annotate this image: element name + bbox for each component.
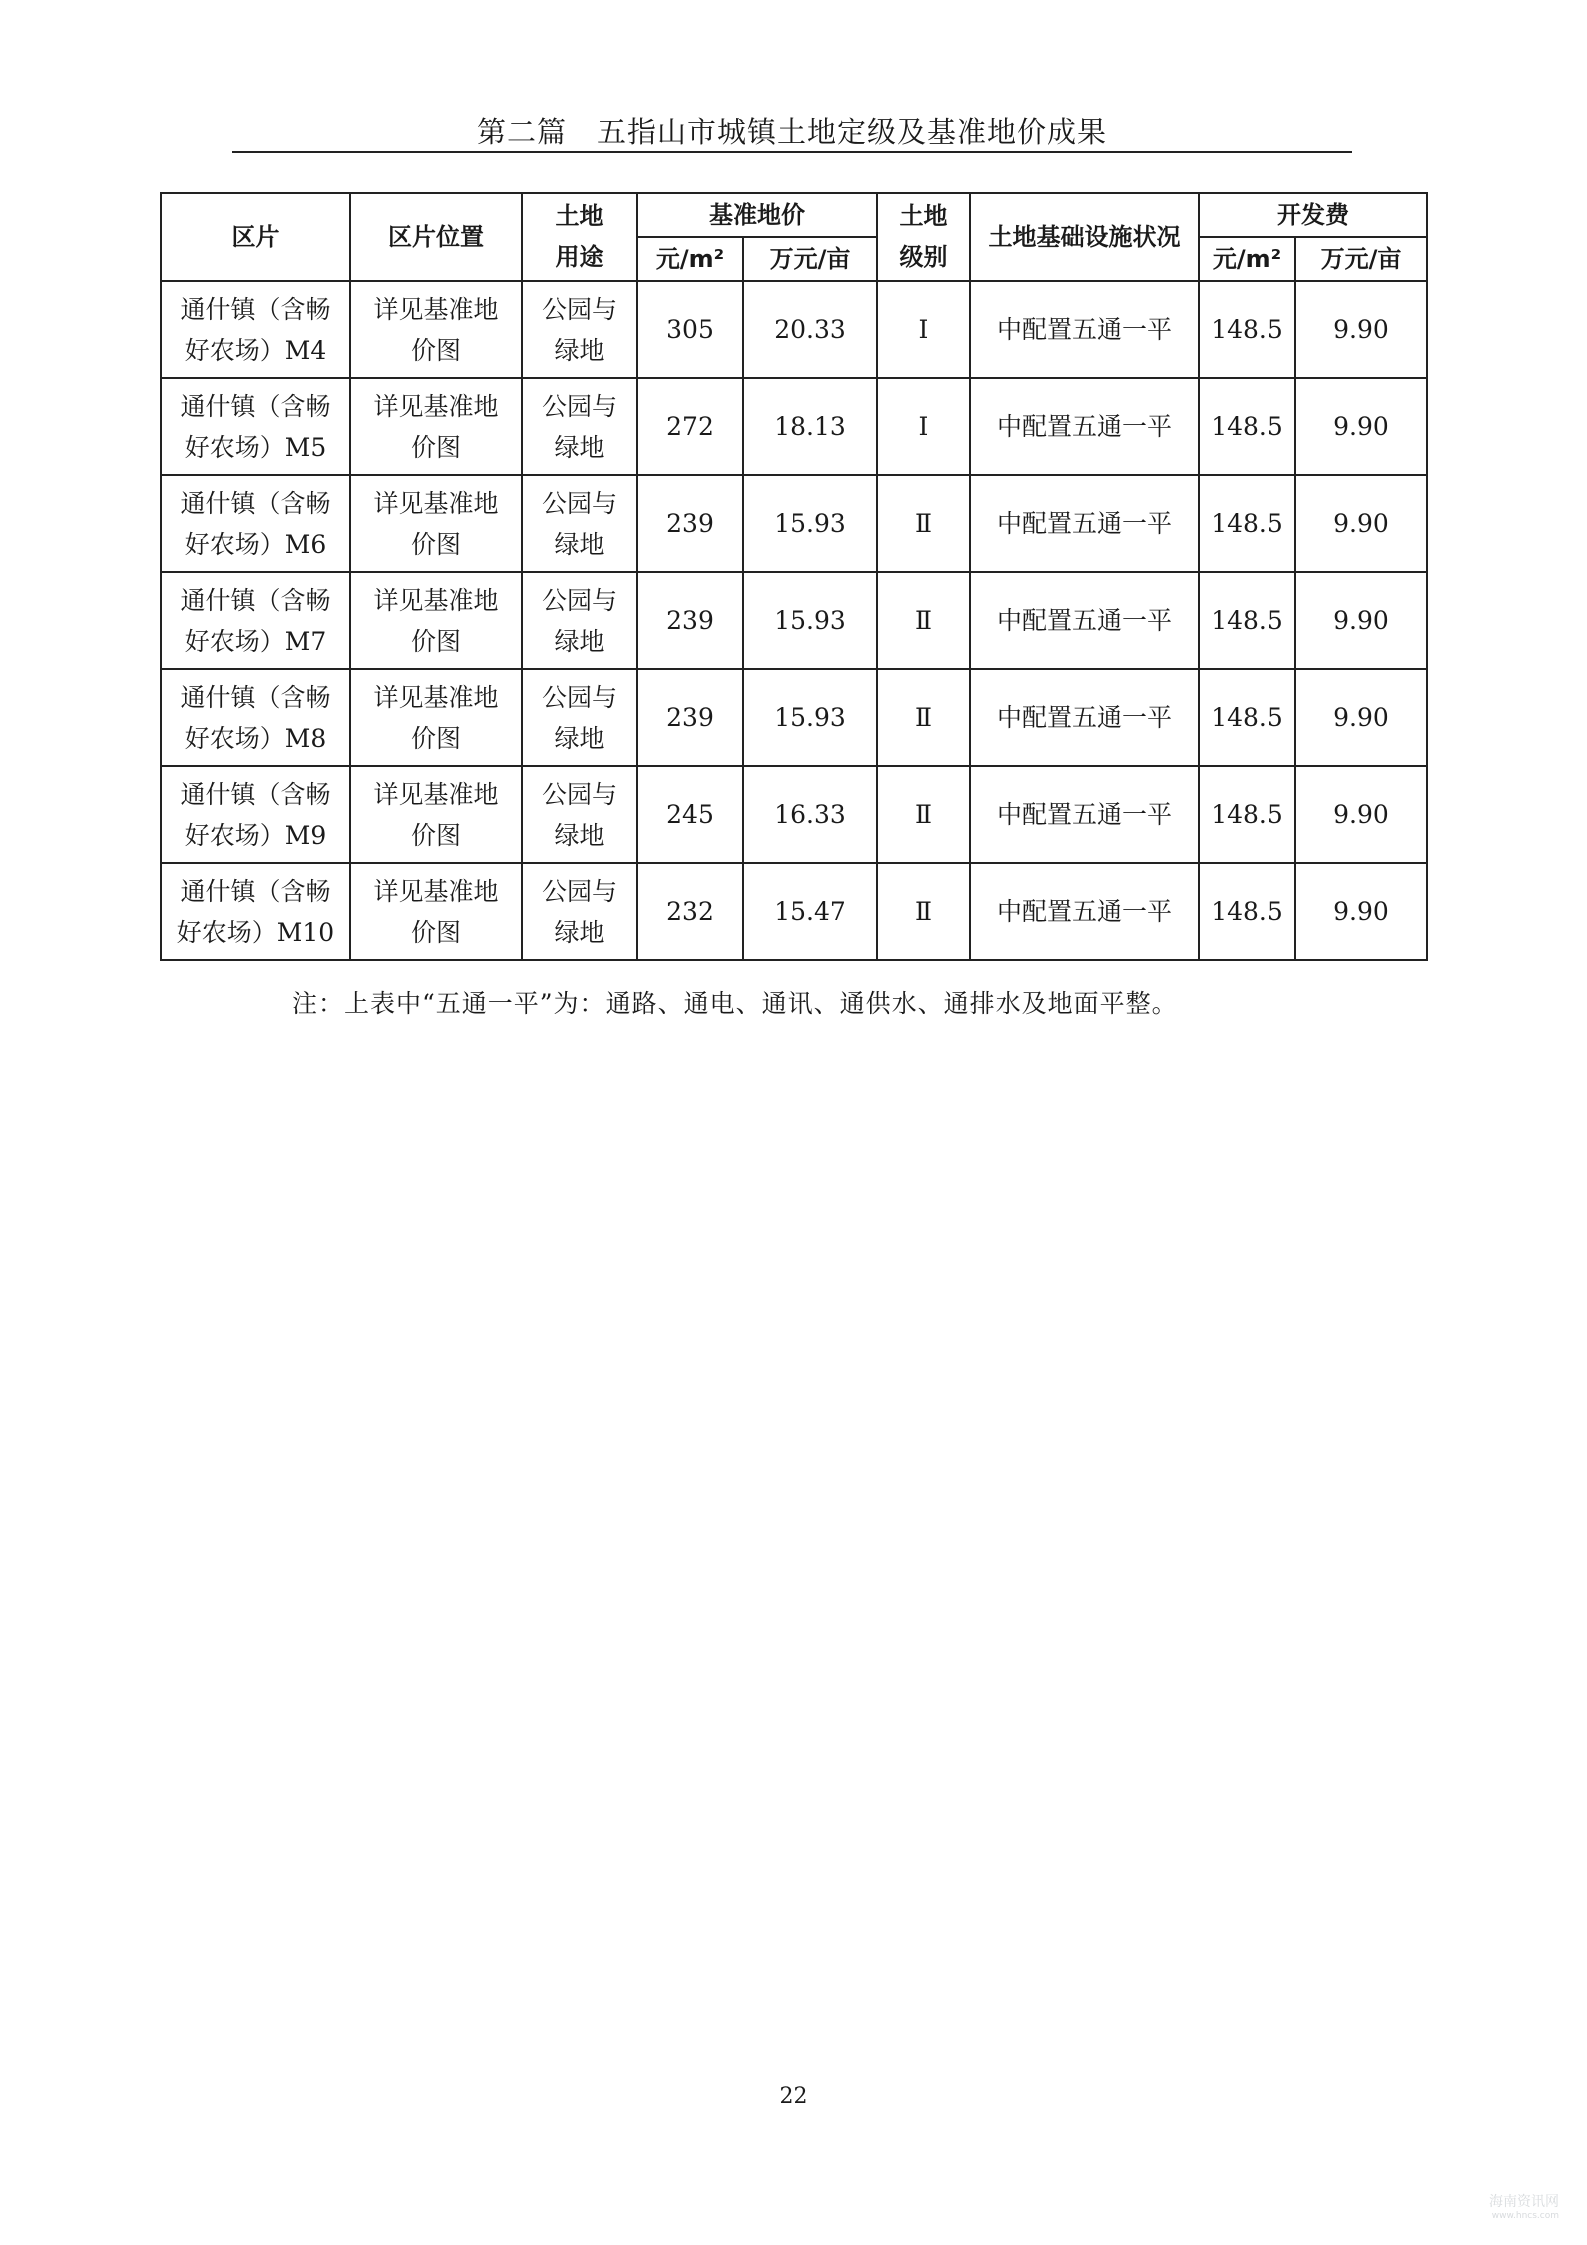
cell-district-line2: 好农场）M8	[184, 723, 327, 753]
cell-grade: Ⅱ	[877, 863, 970, 960]
cell-fee-mu: 9.90	[1295, 378, 1427, 475]
header-fee-unit-mu: 万元/亩	[1295, 237, 1427, 281]
cell-fee-mu: 9.90	[1295, 766, 1427, 863]
cell-infrastructure: 中配置五通一平	[970, 669, 1199, 766]
cell-land-use-line1: 公园与	[541, 779, 617, 809]
cell-price-mu: 15.93	[743, 475, 877, 572]
header-land-use-line2: 用途	[555, 243, 604, 271]
cell-district-line1: 通什镇（含畅	[180, 294, 331, 324]
cell-location-line1: 详见基准地	[373, 876, 499, 906]
table-row	[161, 475, 1427, 572]
cell-district-line1: 通什镇（含畅	[180, 488, 331, 518]
cell-land-use-line2: 绿地	[554, 820, 605, 850]
cell-district-line1: 通什镇（含畅	[180, 682, 331, 712]
cell-location-line1: 详见基准地	[373, 682, 499, 712]
cell-price-m2: 305	[637, 281, 743, 378]
cell-location-line2: 价图	[410, 626, 461, 656]
header-land-use-line1: 土地	[555, 202, 604, 230]
cell-district	[161, 572, 350, 669]
cell-price-mu: 15.47	[743, 863, 877, 960]
cell-land-use-line1: 公园与	[541, 876, 617, 906]
cell-infrastructure: 中配置五通一平	[970, 281, 1199, 378]
cell-fee-mu: 9.90	[1295, 572, 1427, 669]
cell-district-line1: 通什镇（含畅	[180, 876, 331, 906]
cell-district-line2: 好农场）M7	[184, 626, 327, 656]
cell-fee-mu: 9.90	[1295, 281, 1427, 378]
cell-price-mu: 20.33	[743, 281, 877, 378]
cell-district-line1: 通什镇（含畅	[180, 779, 331, 809]
cell-fee-m2: 148.5	[1199, 669, 1295, 766]
cell-fee-m2: 148.5	[1199, 572, 1295, 669]
cell-fee-m2: 148.5	[1199, 378, 1295, 475]
cell-land-use	[522, 766, 637, 863]
cell-fee-m2: 148.5	[1199, 863, 1295, 960]
cell-land-use	[522, 475, 637, 572]
cell-infrastructure: 中配置五通一平	[970, 572, 1199, 669]
cell-district-line1: 通什镇（含畅	[180, 585, 331, 615]
cell-land-use	[522, 863, 637, 960]
cell-land-use-line2: 绿地	[554, 432, 605, 462]
cell-location-line2: 价图	[410, 820, 461, 850]
cell-price-m2: 239	[637, 669, 743, 766]
cell-location-line2: 价图	[410, 529, 461, 559]
cell-price-m2: 239	[637, 572, 743, 669]
cell-land-use	[522, 572, 637, 669]
cell-district-line2: 好农场）M4	[184, 335, 327, 365]
cell-fee-mu: 9.90	[1295, 475, 1427, 572]
header-location: 区片位置	[350, 193, 522, 281]
cell-infrastructure: 中配置五通一平	[970, 475, 1199, 572]
cell-district-line1: 通什镇（含畅	[180, 391, 331, 421]
cell-district	[161, 766, 350, 863]
cell-land-use	[522, 378, 637, 475]
cell-grade: Ⅱ	[877, 766, 970, 863]
cell-location	[350, 766, 522, 863]
header-rule	[232, 151, 1352, 153]
table-row	[161, 572, 1427, 669]
cell-price-m2: 232	[637, 863, 743, 960]
cell-land-use-line1: 公园与	[541, 585, 617, 615]
cell-district	[161, 281, 350, 378]
table-row	[161, 281, 1427, 378]
header-grade-line1: 土地	[899, 202, 948, 230]
cell-infrastructure: 中配置五通一平	[970, 863, 1199, 960]
table-row	[161, 669, 1427, 766]
header-district: 区片	[161, 193, 350, 281]
cell-grade: Ⅰ	[877, 378, 970, 475]
cell-land-use-line1: 公园与	[541, 488, 617, 518]
cell-district	[161, 863, 350, 960]
cell-grade: Ⅱ	[877, 475, 970, 572]
cell-price-mu: 18.13	[743, 378, 877, 475]
cell-fee-m2: 148.5	[1199, 766, 1295, 863]
header-price-unit-m2: 元/m²	[637, 237, 743, 281]
cell-price-mu: 16.33	[743, 766, 877, 863]
cell-location-line2: 价图	[410, 723, 461, 753]
header-grade	[877, 193, 970, 281]
cell-land-use-line2: 绿地	[554, 529, 605, 559]
cell-location	[350, 378, 522, 475]
cell-district-line2: 好农场）M9	[184, 820, 327, 850]
header-price-unit-mu: 万元/亩	[743, 237, 877, 281]
cell-price-m2: 272	[637, 378, 743, 475]
cell-price-mu: 15.93	[743, 572, 877, 669]
cell-district-line2: 好农场）M10	[176, 917, 335, 947]
cell-location	[350, 281, 522, 378]
header-land-use	[522, 193, 637, 281]
cell-land-use	[522, 669, 637, 766]
header-fee-unit-m2: 元/m²	[1199, 237, 1295, 281]
cell-district-line2: 好农场）M6	[184, 529, 327, 559]
cell-fee-m2: 148.5	[1199, 281, 1295, 378]
header-dev-fee: 开发费	[1199, 193, 1427, 237]
watermark-logo	[1369, 2191, 1559, 2227]
cell-price-m2: 239	[637, 475, 743, 572]
cell-land-use-line1: 公园与	[541, 682, 617, 712]
cell-location	[350, 572, 522, 669]
cell-district	[161, 378, 350, 475]
cell-land-use-line1: 公园与	[541, 294, 617, 324]
cell-location-line1: 详见基准地	[373, 391, 499, 421]
cell-district-line2: 好农场）M5	[184, 432, 327, 462]
cell-land-use-line2: 绿地	[554, 626, 605, 656]
base-land-price-table	[160, 192, 1428, 961]
cell-infrastructure: 中配置五通一平	[970, 766, 1199, 863]
cell-price-m2: 245	[637, 766, 743, 863]
cell-grade: Ⅰ	[877, 281, 970, 378]
table-row	[161, 863, 1427, 960]
cell-grade: Ⅱ	[877, 669, 970, 766]
watermark-line2: www.hncs.com	[1491, 2211, 1559, 2221]
header-infrastructure: 土地基础设施状况	[970, 193, 1199, 281]
cell-location	[350, 475, 522, 572]
cell-district	[161, 475, 350, 572]
cell-land-use-line2: 绿地	[554, 723, 605, 753]
cell-district	[161, 669, 350, 766]
cell-fee-mu: 9.90	[1295, 863, 1427, 960]
table-footnote: 注：上表中“五通一平”为：通路、通电、通讯、通供水、通排水及地面平整。	[292, 989, 1178, 1018]
cell-fee-mu: 9.90	[1295, 669, 1427, 766]
cell-price-mu: 15.93	[743, 669, 877, 766]
header-grade-line2: 级别	[899, 243, 948, 271]
cell-fee-m2: 148.5	[1199, 475, 1295, 572]
cell-location-line1: 详见基准地	[373, 585, 499, 615]
cell-land-use-line1: 公园与	[541, 391, 617, 421]
cell-location-line1: 详见基准地	[373, 488, 499, 518]
running-header: 第二篇 五指山市城镇土地定级及基准地价成果	[476, 115, 1107, 149]
page-number: 22	[779, 2084, 808, 2109]
cell-location-line2: 价图	[410, 917, 461, 947]
cell-location	[350, 669, 522, 766]
cell-land-use	[522, 281, 637, 378]
header-base-price: 基准地价	[637, 193, 877, 237]
cell-location	[350, 863, 522, 960]
cell-location-line2: 价图	[410, 335, 461, 365]
watermark-line1: 海南资讯网	[1489, 2194, 1559, 2210]
cell-location-line2: 价图	[410, 432, 461, 462]
table-row	[161, 378, 1427, 475]
cell-land-use-line2: 绿地	[554, 917, 605, 947]
cell-location-line1: 详见基准地	[373, 294, 499, 324]
table-row	[161, 766, 1427, 863]
cell-infrastructure: 中配置五通一平	[970, 378, 1199, 475]
cell-grade: Ⅱ	[877, 572, 970, 669]
cell-land-use-line2: 绿地	[554, 335, 605, 365]
cell-location-line1: 详见基准地	[373, 779, 499, 809]
